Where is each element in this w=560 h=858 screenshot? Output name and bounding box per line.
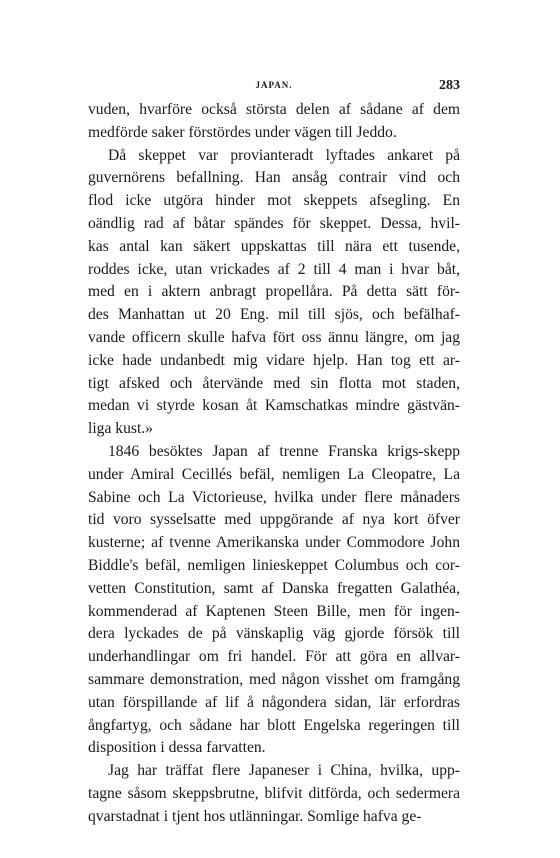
text-line: medan vi styrde kosan åt Kamschatkas mindre gästvän- (88, 397, 460, 415)
text-line: qvarstadnat i tjent hos utlänningar. Somlige hafva ge- (88, 807, 422, 825)
text-line: vande officern skulle hafva fört oss ännu längre, om jag (88, 328, 460, 346)
paragraph (88, 760, 460, 828)
text-line: kas antal kan säkert uppskattas till nära ett tusende, (88, 237, 460, 255)
text-line: kommenderad af Kaptenen Steen Bille, men för ingen- (88, 602, 460, 620)
text-line: dera lyckades de på vänskaplig väg gjorde försök till (88, 625, 460, 643)
text-line: des Manhattan ut 20 Eng. mil till sjös, och befälhaf- (88, 306, 460, 324)
text-line: disposition i dessa farvatten. (88, 739, 266, 757)
text-line: oändlig rad af båtar spändes för skeppet. Dessa, hvil- (88, 214, 460, 232)
text-line: flod icke utgöra hinder mot skeppets afsegling. En (88, 192, 460, 210)
text-line: Sabine och La Victorieuse, hvilka under flere månaders (88, 488, 460, 506)
text-line: medförde saker förstördes under vägen till Jeddo. (88, 123, 397, 141)
text-line: med en i aktern anbragt propellåra. På detta sätt för- (88, 283, 460, 301)
text-line: tagne såsom skeppsbrutne, blifvit ditförda, och sedermera (88, 784, 460, 802)
running-head (88, 80, 460, 96)
paragraph (88, 145, 460, 441)
text-line: Biddle's befäl, nemligen linieskeppet Columbus och cor- (88, 556, 460, 574)
text-line: Jag har träffat flere Japaneser i China, hvilka, upp- (108, 762, 460, 780)
paragraph (88, 441, 460, 760)
text-line: under Amiral Cecillés befäl, nemligen La Cleopatre, La (88, 465, 460, 483)
text-line: Då skeppet var provianteradt lyftades ankaret på (108, 146, 460, 164)
page-number: 283 (439, 78, 460, 93)
text-line: liga kust.» (88, 420, 153, 438)
text-line: vetten Constitution, samt af Danska fregatten Galathéa, (88, 579, 460, 597)
text-line: icke hade undanbedt mig vidare hjelp. Han tog ett ar- (88, 351, 460, 369)
body-text (88, 99, 460, 829)
text-line: vuden, hvarföre också största delen af sådane af dem (88, 101, 460, 118)
text-line: ångfartyg, och sådane har blott Engelska regeringen till (88, 716, 460, 734)
text-line: underhandlingar om fri handel. För att göra en allvar- (88, 648, 460, 666)
text-line: kusterne; af tvenne Amerikanska under Commodore John (88, 534, 460, 552)
text-line: utan förspillande af lif å någondera sidan, lär erfordras (88, 693, 460, 711)
running-title: JAPAN. (255, 80, 293, 90)
text-line: tid voro sysselsatte med uppgörande af nya kort öfver (88, 511, 460, 529)
paragraph (88, 99, 460, 145)
text-line: 1846 besöktes Japan af trenne Franska krigs-skepp (108, 442, 460, 460)
text-line: sammare demonstration, med någon visshet om framgång (88, 670, 460, 688)
text-line: tigt afsked och återvände med sin flotta mot staden, (88, 374, 460, 392)
text-line: guvernörens befallning. Han ansåg contrair vind och (88, 169, 460, 187)
text-line: roddes icke, utan vrickades af 2 till 4 man i hvar båt, (88, 260, 460, 278)
